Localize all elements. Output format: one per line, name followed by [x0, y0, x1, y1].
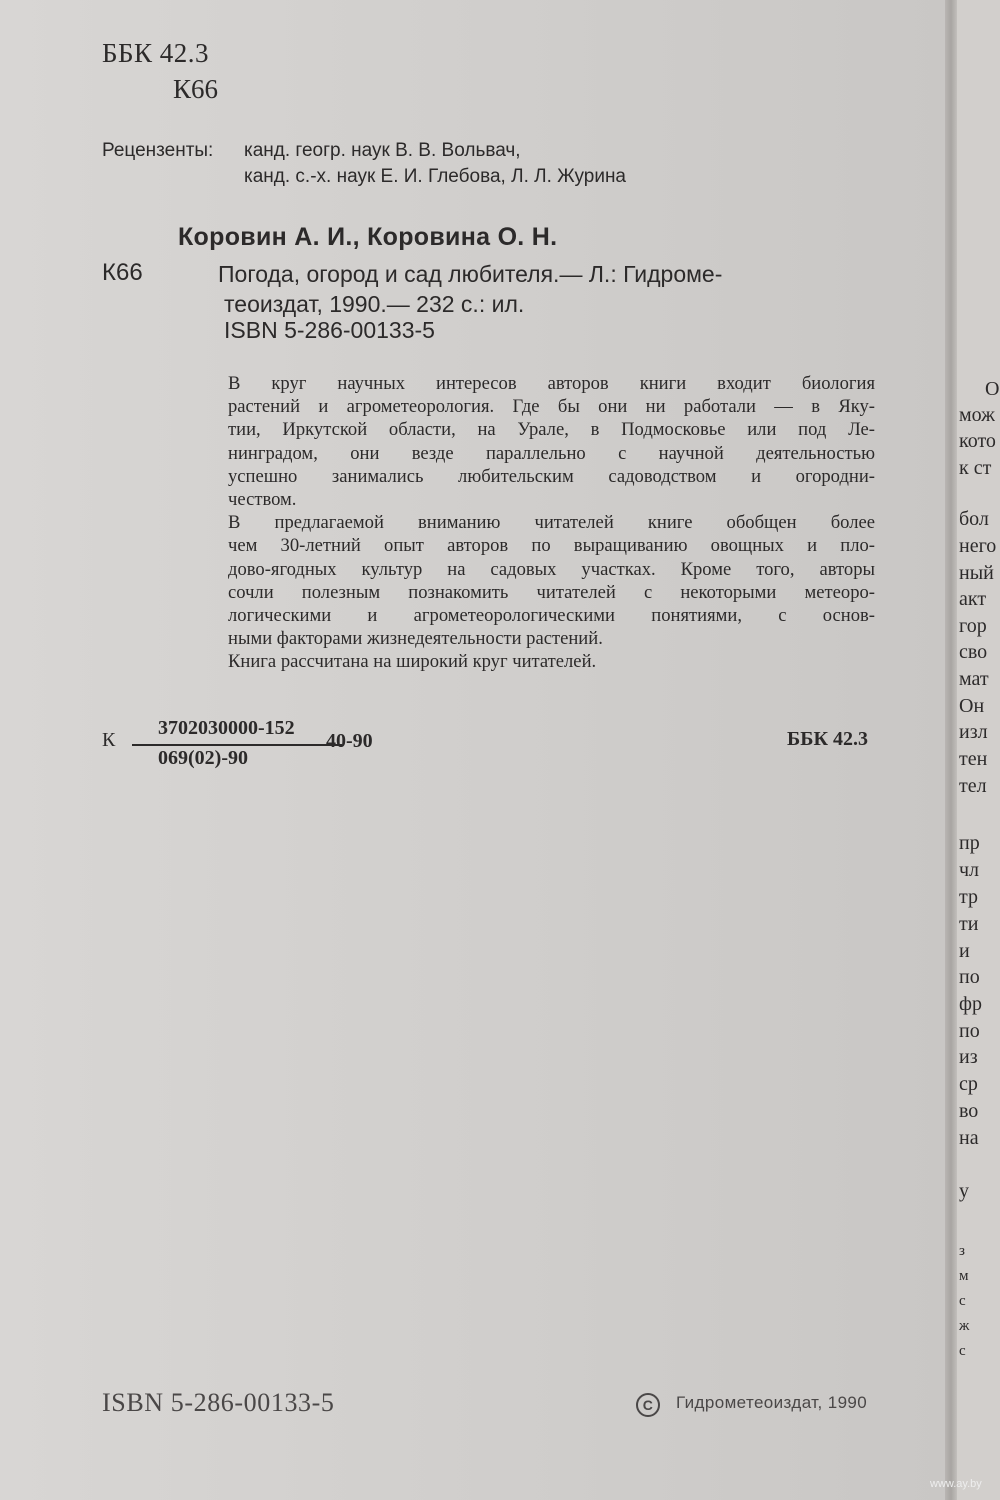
book-gutter [945, 0, 957, 1500]
right-page-fragment: чл [959, 859, 980, 881]
right-page-fragment: ти [959, 913, 979, 935]
abstract-line: чем 30-летний опыт авторов по выращиванию овощных и пло- [228, 535, 875, 557]
right-page-fragment: на [959, 1127, 979, 1149]
abstract-paragraph-1 [175, 372, 875, 511]
abstract-paragraph-2 [175, 511, 875, 650]
fraction-bar [132, 744, 342, 746]
right-page-fragment: и [959, 940, 970, 962]
code-numerator: 3702030000-152 [158, 717, 295, 739]
copyright-line [636, 1393, 867, 1417]
reviewers-block [102, 138, 626, 190]
reviewer-line-1: канд. геогр. наук В. В. Вольвач, [244, 140, 521, 161]
right-page-fragment: мож [959, 404, 995, 426]
code-suffix: 40-90 [326, 730, 373, 752]
isbn-bottom: ISBN 5-286-00133-5 [102, 1388, 335, 1417]
right-page-fragment: О [985, 378, 1000, 400]
abstract-line: тии, Иркутской области, на Урале, в Подмосковье или под Ле- [228, 419, 875, 441]
right-page-fragment: во [959, 1100, 979, 1122]
right-page-fragment: по [959, 1020, 980, 1042]
authors-heading: Коровин А. И., Коровина О. Н. [178, 223, 558, 251]
right-page-fragment: пр [959, 832, 980, 854]
right-page-fragment: бол [959, 508, 989, 530]
right-page-fragment: м [959, 1268, 969, 1284]
right-page-fragment: у [959, 1180, 969, 1202]
catalog-code-top: К66 [173, 74, 219, 104]
watermark: www.ay.by [930, 1478, 982, 1490]
right-page-fragment: кото [959, 430, 996, 452]
right-page-fragment: изл [959, 721, 988, 743]
biblio-line-1: Погода, огород и сад любителя.— Л.: Гидроме- [218, 261, 723, 287]
right-page-fragment: фр [959, 993, 982, 1015]
abstract-line: чеством. [228, 489, 297, 511]
abstract-line: сочли полезным познакомить читателей с некоторыми метеоро- [228, 581, 875, 603]
right-page-fragment: тр [959, 886, 978, 908]
abstract [175, 372, 875, 674]
classification-code [102, 717, 402, 777]
right-page-fragment: по [959, 966, 980, 988]
right-page-fragment: из [959, 1046, 978, 1068]
biblio-line-2: теоиздат, 1990.— 232 с.: ил. [224, 291, 525, 317]
copyright-icon: С [636, 1393, 660, 1417]
abstract-line: успешно занимались любительским садоводством и огородни- [228, 465, 875, 487]
right-page [957, 0, 1000, 1500]
right-page-fragment: к ст [959, 457, 992, 479]
abstract-line: В предлагаемой вниманию читателей книге обобщен более [228, 512, 875, 534]
abstract-line: нинградом, они везде параллельно с научной деятельностью [228, 442, 875, 464]
bbk-code-bottom: ББК 42.3 [787, 728, 868, 750]
right-page-fragment: ный [959, 562, 994, 584]
right-page-fragment: Он [959, 695, 985, 717]
abstract-line: растений и агрометеорология. Где бы они ни работали — в Яку- [228, 396, 875, 418]
catalog-code-margin: К66 [102, 259, 143, 286]
right-page-fragment: ж [959, 1318, 970, 1334]
right-page-fragment: тен [959, 748, 988, 770]
right-page-fragment: с [959, 1343, 966, 1359]
abstract-paragraph-3 [175, 650, 875, 673]
bbk-code-top: ББК 42.3 [102, 38, 210, 68]
right-page-fragment: гор [959, 615, 987, 637]
right-page-fragment: мат [959, 668, 989, 690]
right-page-fragment: с [959, 1293, 966, 1309]
reviewer-line-2: канд. с.-х. наук Е. И. Глебова, Л. Л. Журина [244, 166, 627, 187]
copyright-text: Гидрометеоиздат, 1990 [676, 1393, 868, 1412]
isbn-line: ISBN 5-286-00133-5 [224, 317, 435, 343]
abstract-line: дово-ягодных культур на садовых участках. Кроме того, авторы [228, 558, 875, 580]
bibliographic-description [218, 259, 722, 319]
code-letter: К [102, 729, 116, 751]
right-page-fragment: тел [959, 775, 987, 797]
right-page-fragment: сво [959, 641, 988, 663]
reviewers-label: Рецензенты: [102, 140, 214, 161]
right-page-fragment: него [959, 535, 997, 557]
right-page-fragment: з [959, 1243, 965, 1259]
right-page-fragment: акт [959, 588, 987, 610]
abstract-line: Книга рассчитана на широкий круг читателей. [228, 651, 597, 673]
abstract-line: В круг научных интересов авторов книги входит биология [228, 373, 875, 394]
code-denominator: 069(02)-90 [158, 747, 248, 769]
abstract-line: логическими и агрометеорологическими понятиями, с основ- [228, 605, 875, 627]
abstract-line: ными факторами жизнедеятельности растений. [228, 628, 603, 650]
right-page-fragment: ср [959, 1073, 978, 1095]
